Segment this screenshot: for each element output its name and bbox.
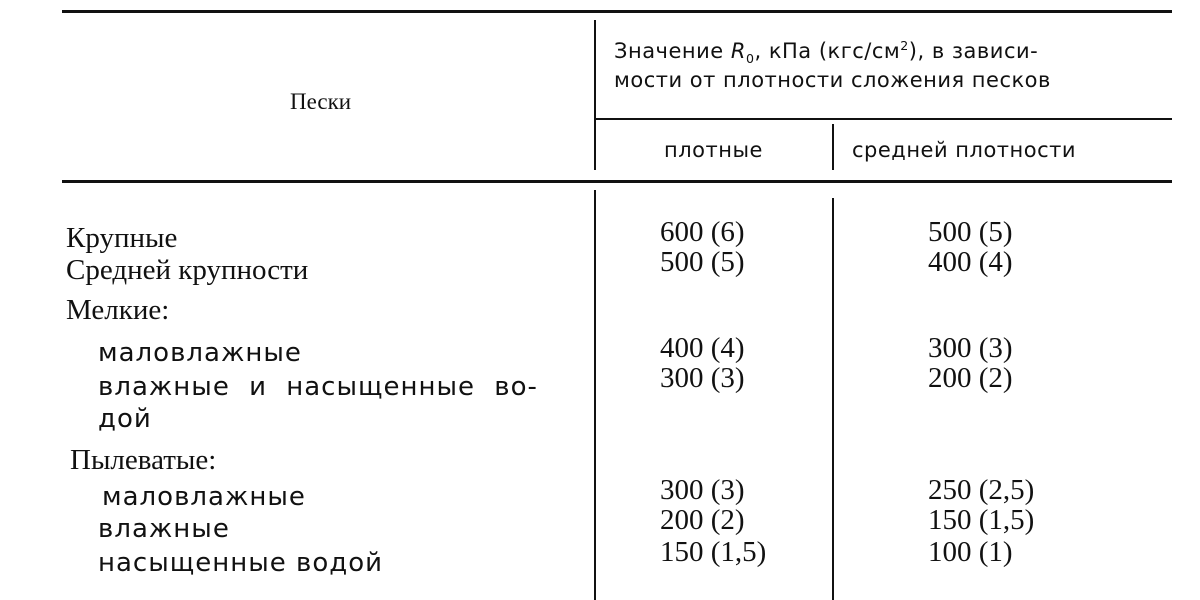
body-divider-left [594, 190, 596, 600]
row-label: маловлажные [98, 338, 302, 368]
column-header-sands: Пески [290, 89, 352, 114]
cell-medium: 300 (3) [928, 332, 1013, 364]
unit-superscript: 2 [900, 38, 909, 53]
row-label: Средней крупности [66, 254, 309, 286]
column-header-dense: плотные [664, 138, 763, 162]
group-header-rule [596, 118, 1172, 120]
r0-symbol: R [730, 39, 746, 63]
row-label: Пылеватые: [70, 444, 217, 476]
group-header-line1 [614, 40, 1038, 66]
cell-medium: 150 (1,5) [928, 504, 1035, 536]
cell-medium: 200 (2) [928, 362, 1013, 394]
cell-medium: 100 (1) [928, 536, 1013, 568]
r0-subscript: 0 [745, 51, 755, 67]
group-header-end: ), в зависи- [908, 39, 1039, 63]
group-header-pre: Значение [614, 39, 731, 63]
row-label: влажные и насыщенные во- [98, 372, 538, 402]
group-header-line2: мости от плотности сложения песков [614, 68, 1051, 92]
row-label: маловлажные [102, 482, 306, 512]
row-label: Мелкие: [66, 294, 170, 326]
cell-dense: 150 (1,5) [660, 536, 767, 568]
cell-dense: 500 (5) [660, 246, 745, 278]
header-bottom-rule [62, 180, 1172, 183]
cell-dense: 600 (6) [660, 216, 745, 248]
cell-medium: 250 (2,5) [928, 474, 1035, 506]
cell-dense: 300 (3) [660, 362, 745, 394]
cell-dense: 200 (2) [660, 504, 745, 536]
cell-dense: 400 (4) [660, 332, 745, 364]
cell-medium: 400 (4) [928, 246, 1013, 278]
row-label: Крупные [66, 222, 178, 254]
header-divider-vertical [594, 20, 596, 170]
cell-medium: 500 (5) [928, 216, 1013, 248]
row-label: насыщенные водой [98, 548, 384, 578]
group-header-post: , кПа (кгс/см [754, 39, 901, 63]
row-label: влажные [98, 514, 230, 544]
subheader-divider-vertical [832, 124, 834, 170]
column-header-medium: средней плотности [852, 138, 1077, 162]
row-label: дой [98, 404, 152, 434]
body-divider-right [832, 198, 834, 600]
cell-dense: 300 (3) [660, 474, 745, 506]
top-rule [62, 10, 1172, 13]
